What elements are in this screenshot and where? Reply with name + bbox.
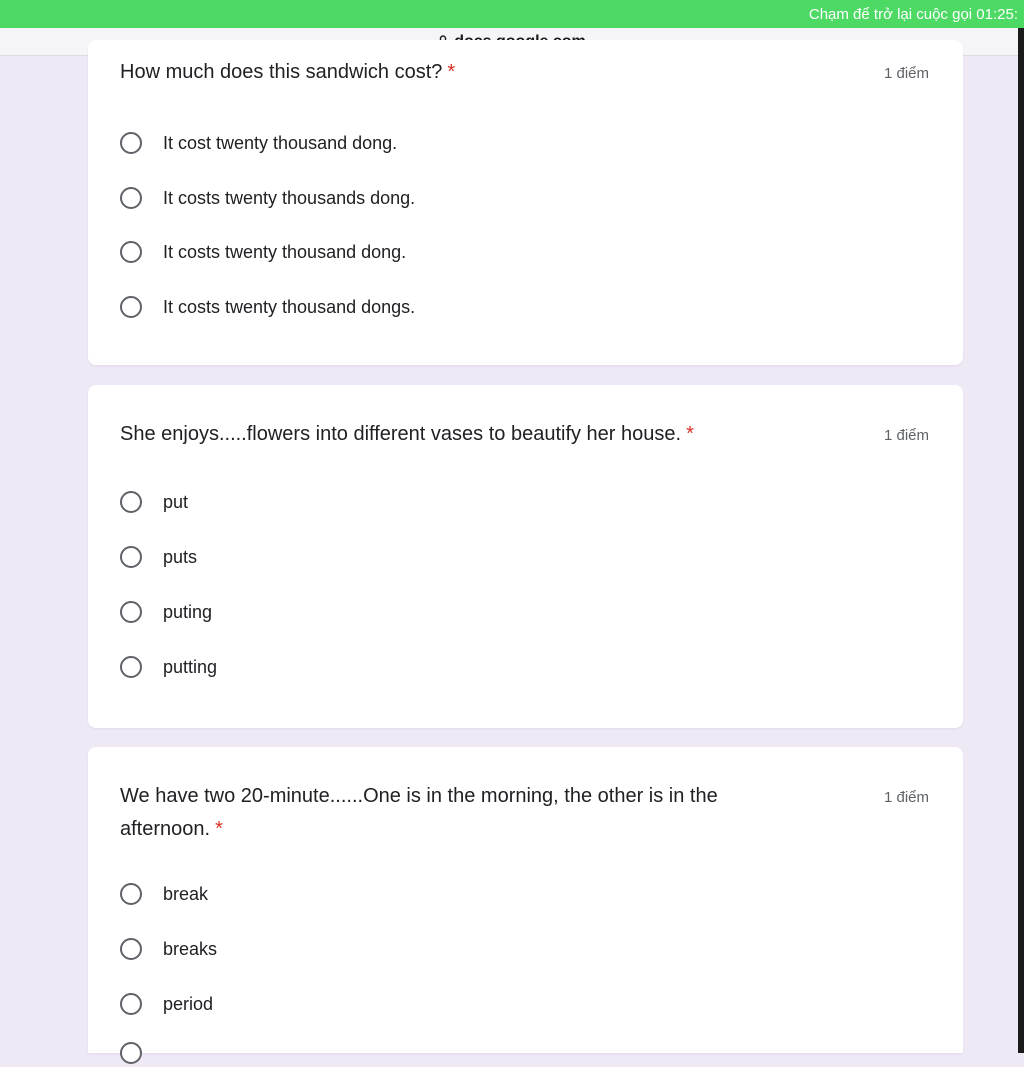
answer-option[interactable] xyxy=(120,184,415,212)
answer-option[interactable] xyxy=(120,935,217,963)
radio-button[interactable] xyxy=(120,132,142,154)
question-card xyxy=(88,747,963,1053)
option-label: puts xyxy=(163,546,198,567)
question-card xyxy=(88,385,963,728)
radio-button[interactable] xyxy=(120,656,142,678)
screen-edge xyxy=(1018,28,1024,1053)
option-label: It cost twenty thousand dong. xyxy=(163,132,398,153)
answer-option-partial[interactable] xyxy=(120,1039,142,1067)
question-card xyxy=(88,40,963,365)
radio-button[interactable] xyxy=(120,546,142,568)
radio-button[interactable] xyxy=(120,883,142,905)
option-label: It costs twenty thousand dongs. xyxy=(163,296,416,317)
call-banner-text: Chạm để trở lại cuộc gọi 01:25: xyxy=(808,6,1018,23)
radio-button[interactable] xyxy=(120,601,142,623)
answer-option[interactable] xyxy=(120,543,197,571)
answer-option[interactable] xyxy=(120,653,217,681)
required-asterisk: * xyxy=(447,61,456,83)
question-title: How much does this sandwich cost? * xyxy=(120,61,456,83)
radio-button[interactable] xyxy=(120,187,142,209)
option-label: break xyxy=(163,883,209,904)
option-label: breaks xyxy=(163,938,218,959)
radio-button[interactable] xyxy=(120,296,142,318)
required-asterisk: * xyxy=(215,818,223,840)
option-label: It costs twenty thousand dong. xyxy=(163,241,407,262)
answer-option[interactable] xyxy=(120,488,188,516)
question-points: 1 điểm xyxy=(883,65,929,82)
option-label: It costs twenty thousands dong. xyxy=(163,187,416,208)
answer-option[interactable] xyxy=(120,238,406,266)
answer-option[interactable] xyxy=(120,990,213,1018)
radio-button[interactable] xyxy=(120,491,142,513)
option-label: period xyxy=(163,993,214,1014)
return-to-call-banner[interactable] xyxy=(0,0,1024,28)
question-points: 1 điểm xyxy=(883,789,929,806)
answer-option[interactable] xyxy=(120,129,397,157)
answer-option[interactable] xyxy=(120,880,208,908)
radio-button[interactable] xyxy=(120,993,142,1015)
question-title: She enjoys.....flowers into different vases to beautify her house. * xyxy=(120,423,694,445)
answer-option[interactable] xyxy=(120,598,212,626)
option-label: putting xyxy=(163,656,218,677)
answer-option[interactable] xyxy=(120,293,415,321)
radio-button[interactable] xyxy=(120,938,142,960)
option-label: put xyxy=(163,491,189,512)
required-asterisk: * xyxy=(686,423,694,445)
radio-button[interactable] xyxy=(120,1042,142,1064)
question-title: We have two 20-minute......One is in the morning, the other is in the afternoon. * xyxy=(120,785,718,840)
question-points: 1 điểm xyxy=(883,427,929,444)
option-label: puting xyxy=(163,601,213,622)
radio-button[interactable] xyxy=(120,241,142,263)
